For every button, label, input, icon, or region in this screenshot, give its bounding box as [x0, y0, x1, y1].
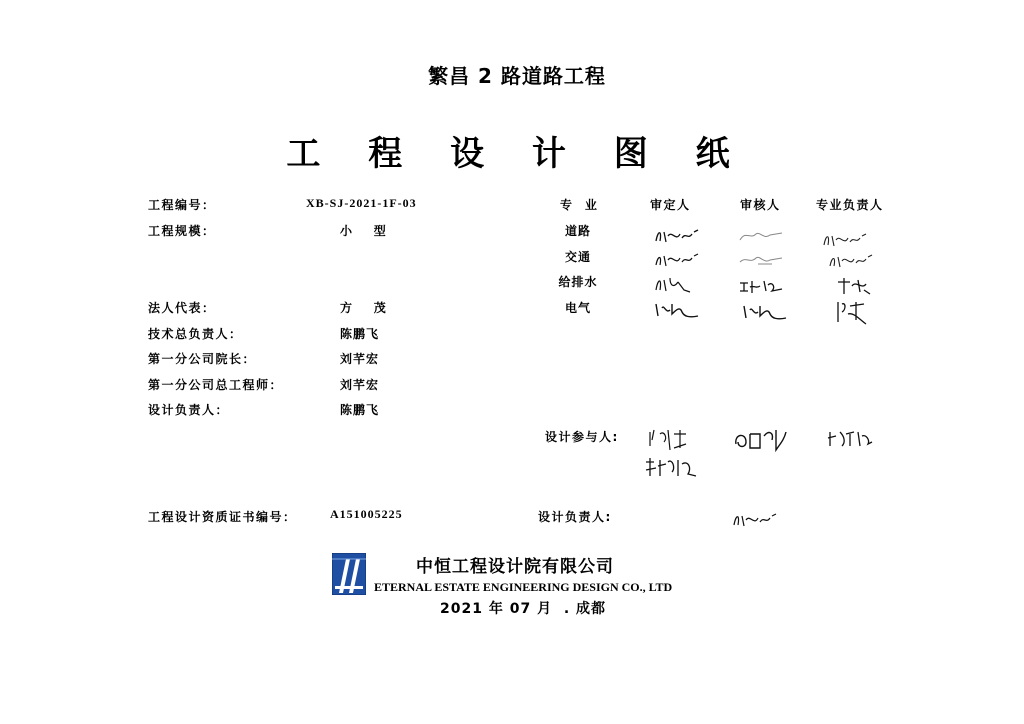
- certificate-number: A151005225: [330, 507, 403, 521]
- signature-electrical-reviewer: [740, 302, 788, 324]
- signature-drainage-reviewer: [738, 277, 784, 295]
- signature-drainage-lead: [836, 276, 872, 296]
- certificate-label: 工程设计资质证书编号：: [148, 510, 297, 524]
- signature-participant-1: [646, 426, 690, 454]
- design-lead-label: 设计负责人:: [538, 510, 612, 524]
- discipline-traffic: 交通: [564, 250, 591, 264]
- participants-label: 设计参与人:: [545, 430, 619, 444]
- info-value-legal-rep: 方 茂: [340, 301, 387, 315]
- discipline-road: 道路: [564, 224, 591, 238]
- company-name-en: ETERNAL ESTATE ENGINEERING DESIGN CO., LTD: [374, 580, 673, 594]
- info-label-branch-director: 第一分公司院长：: [148, 352, 257, 366]
- signature-electrical-lead: [834, 298, 868, 326]
- signature-traffic-approver: [654, 251, 700, 269]
- signature-traffic-reviewer: [738, 252, 784, 268]
- info-label-tech-lead: 技术总负责人：: [148, 327, 243, 341]
- info-value-branch-director: 刘芊宏: [340, 352, 380, 366]
- signature-electrical-approver: [652, 300, 700, 322]
- signature-road-reviewer: [738, 228, 784, 244]
- info-value-project-no: XB-SJ-2021-1F-03: [306, 196, 417, 210]
- signature-design-lead: [732, 510, 778, 530]
- discipline-electrical: 电气: [564, 301, 591, 315]
- info-value-design-lead: 陈鹏飞: [340, 403, 380, 417]
- signature-participant-2: [732, 426, 788, 454]
- info-label-legal-rep: 法人代表：: [148, 301, 216, 315]
- header-discipline: 专 业: [560, 198, 599, 212]
- info-value-chief-engineer: 刘芊宏: [340, 378, 380, 392]
- info-label-project-no: 工程编号：: [148, 198, 216, 212]
- info-value-scale: 小 型: [340, 224, 387, 238]
- info-label-chief-engineer: 第一分公司总工程师：: [148, 378, 284, 392]
- header-discipline-lead: 专业负责人: [816, 198, 884, 212]
- header-reviewer: 审核人: [740, 198, 781, 212]
- document-title: 工 程 设 计 图 纸: [286, 134, 748, 174]
- signature-road-approver: [654, 226, 700, 246]
- info-value-tech-lead: 陈鹏飞: [340, 327, 380, 341]
- signature-drainage-approver: [654, 274, 692, 294]
- company-logo: [332, 553, 366, 595]
- company-name-cn: 中恒工程设计院有限公司: [416, 557, 614, 577]
- signature-road-lead: [822, 230, 868, 250]
- project-name: 繁昌 2 路道路工程: [428, 64, 606, 88]
- info-label-design-lead: 设计负责人：: [148, 403, 230, 417]
- signature-participant-3: [826, 428, 874, 450]
- header-approver: 审定人: [650, 198, 691, 212]
- signature-participant-4: [642, 456, 698, 480]
- info-label-scale: 工程规模：: [148, 224, 216, 238]
- date-city: 2021 年 07 月 . 成都: [440, 601, 607, 617]
- discipline-drainage: 给排水: [558, 275, 598, 289]
- signature-traffic-lead: [828, 252, 874, 270]
